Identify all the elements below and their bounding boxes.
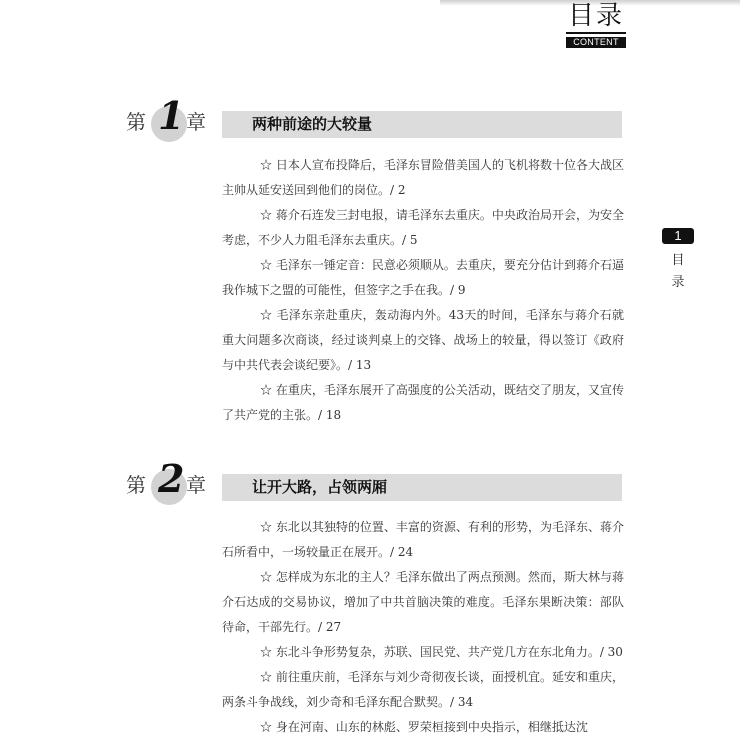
toc-entry[interactable]: ☆ 蒋介石连发三封电报，请毛泽东去重庆。中央政治局开会，为安全考虑，不少人力阻毛泽东去重庆。/ 5	[222, 208, 624, 247]
toc-entry[interactable]: ☆ 东北斗争形势复杂，苏联、国民党、共产党几方在东北角力。/ 30	[260, 645, 623, 659]
toc-entry[interactable]: ☆ 东北以其独特的位置、丰富的资源、有利的形势，为毛泽东、蒋介石所看中，一场较量正在展开。/ 24	[222, 520, 624, 559]
chapter-title-bar	[222, 111, 622, 138]
toc-entry[interactable]: ☆ 在重庆，毛泽东展开了高强度的公关活动，既结交了朋友，又宣传了共产党的主张。/ 18	[222, 383, 624, 422]
toc-title-rule	[566, 32, 626, 34]
chapter-entries	[222, 515, 624, 739]
toc-subtitle: CONTENT	[566, 37, 626, 48]
chapter-prefix: 第	[126, 473, 146, 497]
chapter-label	[126, 93, 214, 146]
chapter-title: 两种前途的大较量	[252, 115, 373, 133]
toc-entry[interactable]: ☆ 怎样成为东北的主人？毛泽东做出了两点预测。然而，斯大林与蒋介石达成的交易协议，增加了中共首脑决策的难度。毛泽东果断决策：部队待命，干部先行。/ 27	[222, 570, 624, 634]
side-page-tab	[662, 228, 694, 291]
toc-entry[interactable]: ☆ 日本人宣布投降后，毛泽东冒险借美国人的飞机将数十位各大战区主帅从延安送回到他们的岗位。/ 2	[222, 158, 624, 197]
chapter-number: 1	[158, 93, 185, 138]
chapter-title-bar	[222, 474, 622, 501]
chapter-label	[126, 456, 214, 509]
chapter-suffix: 章	[186, 110, 206, 134]
chapter-suffix: 章	[186, 473, 206, 497]
chapter-title: 让开大路，占领两厢	[252, 478, 388, 496]
chapter-prefix: 第	[126, 110, 146, 134]
side-tab-char: 目	[671, 253, 685, 268]
chapter-entries	[222, 153, 624, 428]
side-page-number: 1	[662, 228, 694, 244]
side-tab-char: 录	[671, 275, 685, 290]
toc-entry[interactable]: ☆ 前往重庆前，毛泽东与刘少奇彻夜长谈，面授机宜。延安和重庆，两条斗争战线，刘少奇和毛泽东配合默契。/ 34	[222, 670, 624, 709]
toc-title: 目录	[567, 1, 624, 31]
toc-entry[interactable]: ☆ 身在河南、山东的林彪、罗荣桓接到中央指示，相继抵达沈	[260, 720, 588, 734]
toc-entry[interactable]: ☆ 毛泽东一锤定音：民意必须顺从。去重庆，要充分估计到蒋介石逼我作城下之盟的可能性，但签字之手在我。/ 9	[222, 258, 624, 297]
chapter-number: 2	[158, 456, 185, 501]
toc-header	[566, 0, 626, 48]
toc-entry[interactable]: ☆ 毛泽东亲赴重庆，轰动海内外。43天的时间，毛泽东与蒋介石就重大问题多次商谈，经过谈判桌上的交锋、战场上的较量，得以签订《政府与中共代表会谈纪要》。/ 13	[222, 308, 624, 372]
